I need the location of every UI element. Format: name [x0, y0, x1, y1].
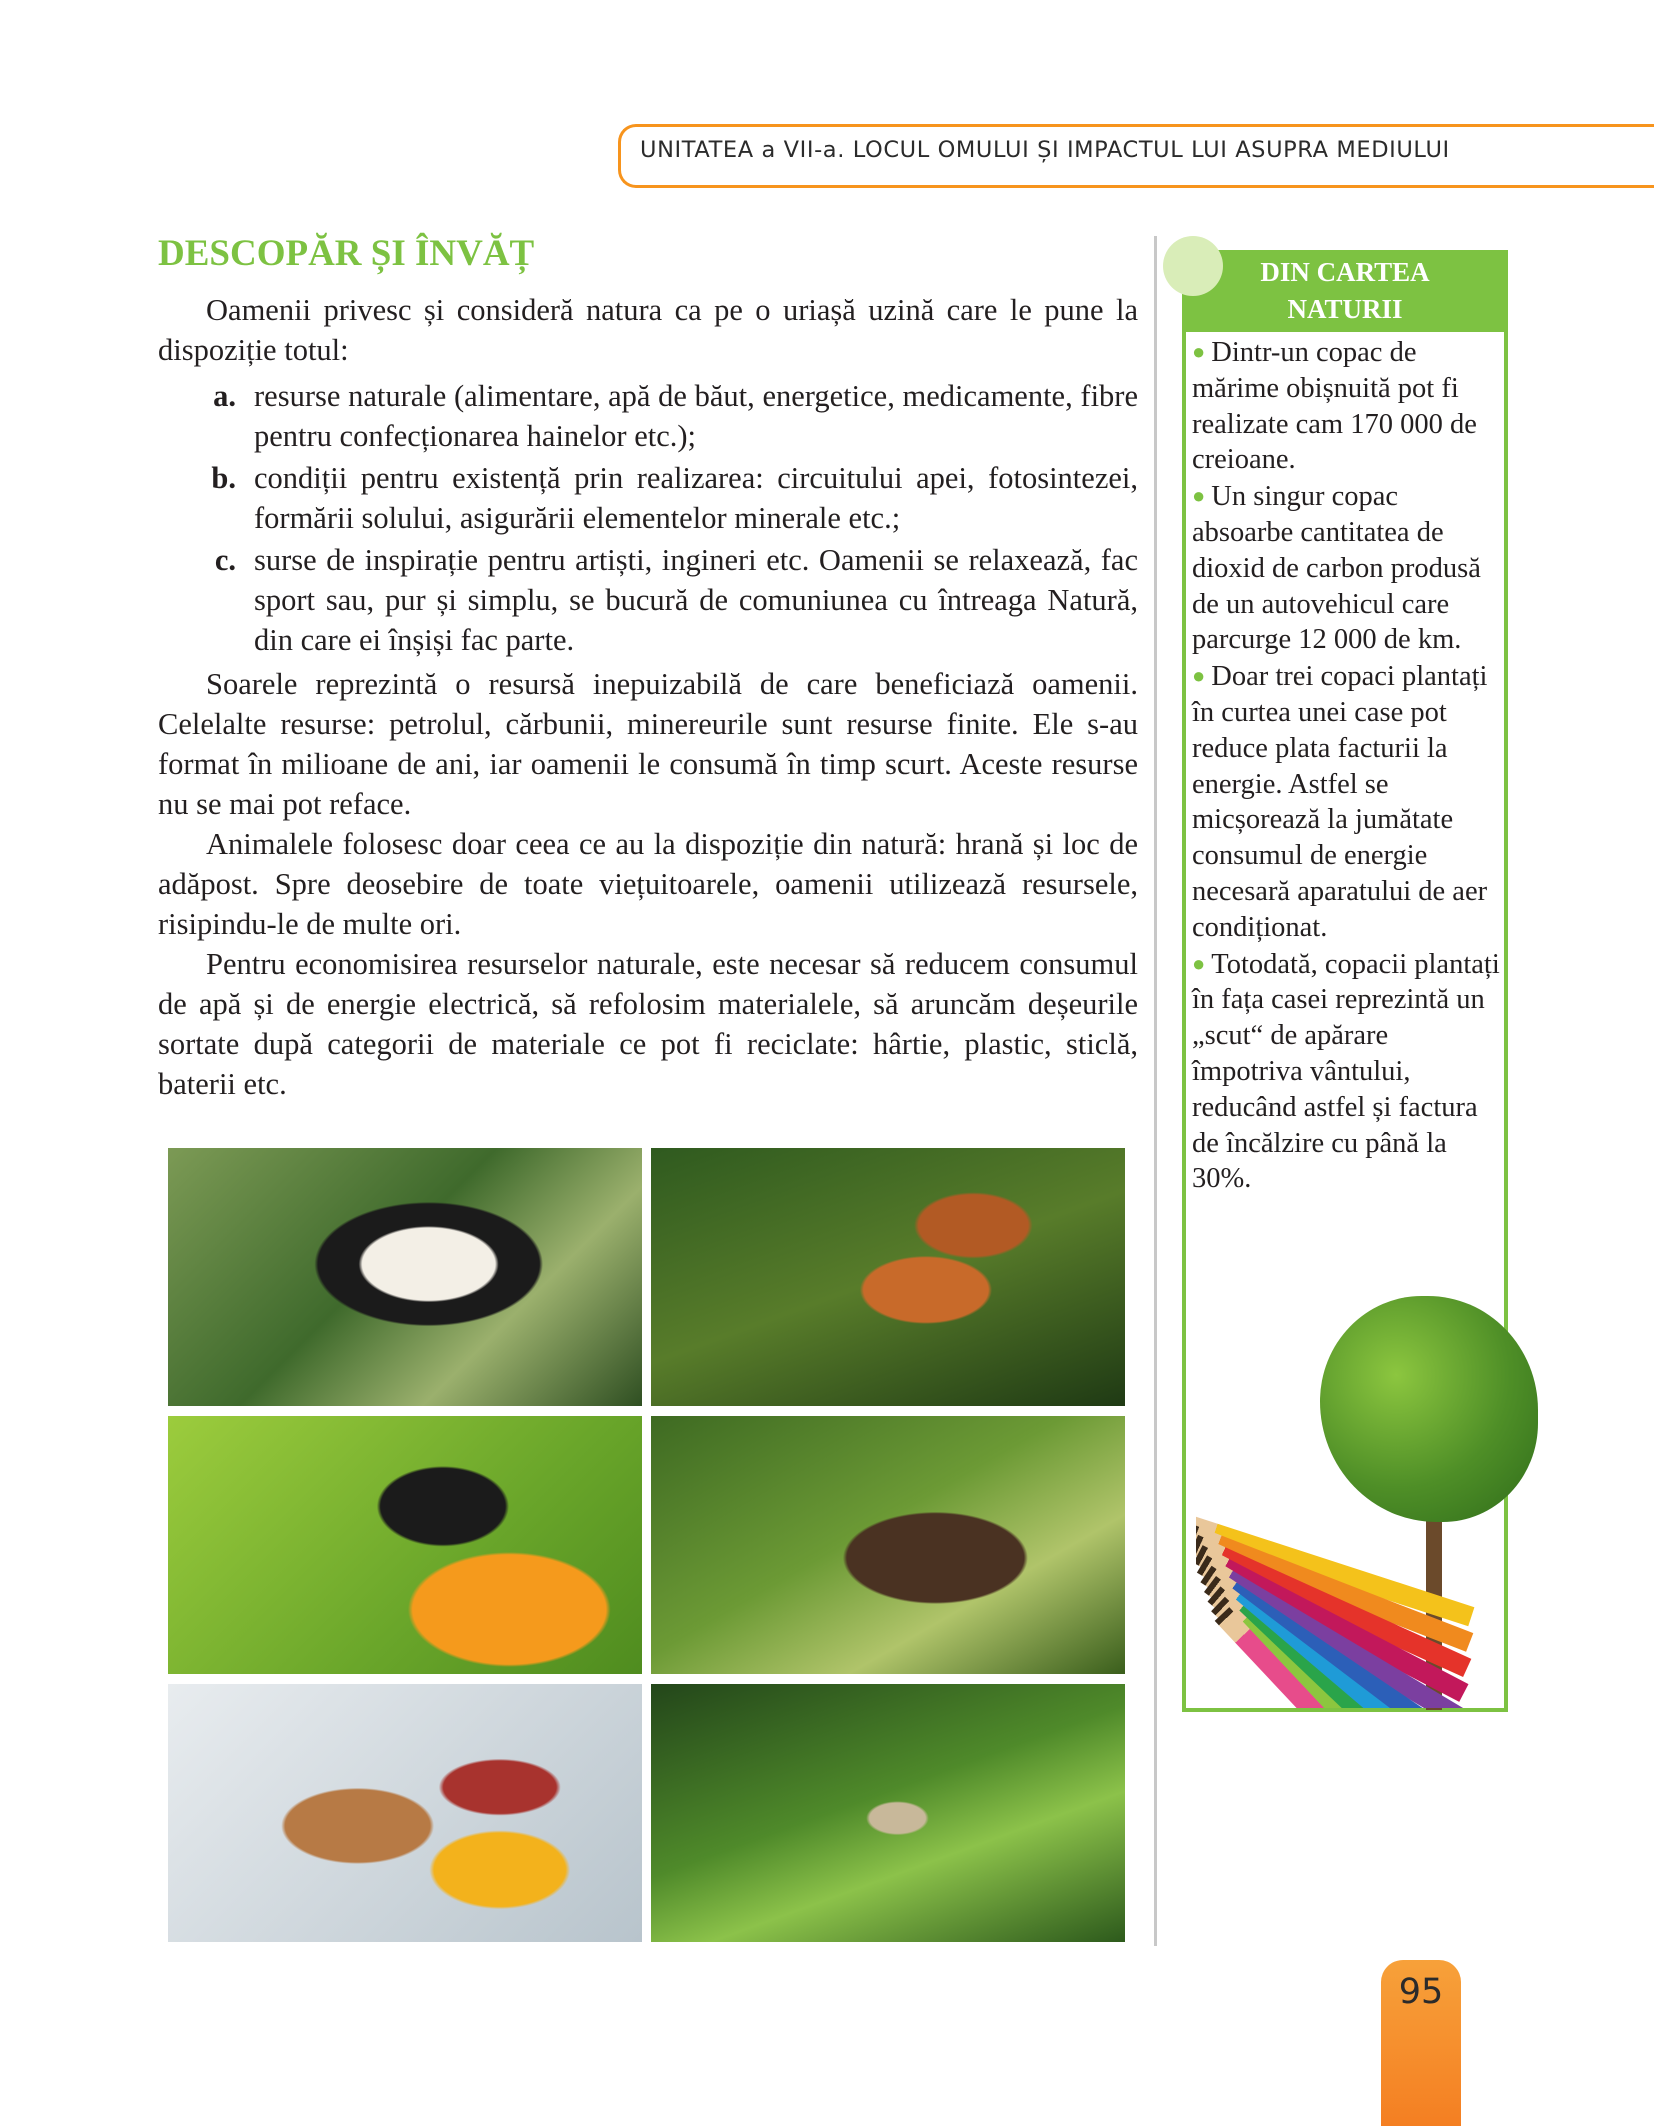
bullet-icon: ● — [1192, 339, 1206, 364]
list-text: condiții pentru existență prin realizarea: circuitului apei, fotosintezei, formării solului, asigurării elementelor minerale etc.; — [254, 461, 1138, 535]
fact-item — [1192, 946, 1506, 1198]
bullet-icon: ● — [1192, 663, 1206, 689]
shrimp-photo — [651, 1684, 1125, 1942]
list-item — [158, 540, 1138, 660]
bullet-icon: ● — [1192, 483, 1206, 509]
fact-text: Un singur copac absoarbe cantitatea de dioxid de carbon produsă de un autovehicul care parcurge 12 000 de km. — [1192, 481, 1481, 656]
sidebar-circle-decoration — [1163, 236, 1223, 296]
page-number: 95 — [1398, 1972, 1444, 2012]
paragraph-animals: Animalele folosesc doar ceea ce au la dispoziție din natură: hrană și loc de adăpost. Spre deosebire de toate viețuitoarele, oamenii utilizează resursele, risipindu-le de multe ori. — [158, 827, 1138, 941]
bear-cub-photo — [651, 1416, 1125, 1674]
list-item — [158, 458, 1138, 538]
pencils-illustration — [1196, 1508, 1486, 1708]
sidebar-title-line: NATURII — [1287, 294, 1403, 324]
sidebar-title-line: DIN CARTEA — [1260, 257, 1430, 287]
fact-text: Totodată, copacii plantați în fața casei reprezintă un „scut“ de apărare împotriva vântului, reducând astfel și factura de încălzire cu până la 30%. — [1192, 948, 1500, 1195]
squirrel-photo — [651, 1148, 1125, 1406]
section-title: DESCOPĂR ȘI ÎNVĂȚ — [158, 233, 535, 274]
bullet-icon: ● — [1192, 950, 1206, 976]
fact-text: Dintr-un copac de mărime obișnuită pot fi realizate cam 170 000 de creioane. — [1192, 337, 1477, 476]
fact-item — [1192, 334, 1506, 478]
sidebar-facts — [1192, 334, 1506, 1197]
panda-photo — [168, 1148, 642, 1406]
column-divider — [1154, 236, 1157, 1946]
main-text — [158, 290, 1138, 1104]
list-text: resurse naturale (alimentare, apă de băut, energetice, medicamente, fibre pentru confecționarea hainelor etc.); — [254, 379, 1138, 453]
fact-item — [1192, 658, 1506, 945]
unit-title: UNITATEA a VII-a. LOCUL OMULUI ȘI IMPACTUL LUI ASUPRA MEDIULUI — [640, 137, 1450, 163]
paragraph-saving: Pentru economisirea resurselor naturale, este necesar să reducem consumul de apă și de energie electrică, să refolosim materialele, să aruncăm deșeurile sortate după categorii de materiale ce pot fi reciclate: hârtie, plastic, sticlă, baterii etc. — [158, 947, 1138, 1101]
list-letter: a. — [213, 379, 236, 413]
intro-paragraph: Oamenii privesc și consideră natura ca pe o uriașă uzină care le pune la dispoziție totul: — [158, 293, 1138, 367]
list-item — [158, 376, 1138, 456]
sidebar-title — [1182, 250, 1508, 332]
chipmunk-photo — [168, 1684, 642, 1942]
list-letter: c. — [214, 543, 236, 577]
fact-item — [1192, 478, 1506, 658]
oriole-photo — [168, 1416, 642, 1674]
list-letter: b. — [211, 461, 236, 495]
resource-list — [158, 376, 1138, 660]
list-text: surse de inspirație pentru artiști, ingineri etc. Oamenii se relaxează, fac sport sau, pur și simplu, se bucură de comuniunea cu întreaga Natură, din care ei înșiși fac parte. — [254, 543, 1138, 657]
paragraph-sun: Soarele reprezintă o resursă inepuizabilă de care beneficiază oamenii. Celelalte resurse: petrolul, cărbunii, minereurile sunt resurse finite. Ele s-au format în milioane de ani, iar oamenii le consumă în timp scurt. Aceste resurse nu se mai pot reface. — [158, 667, 1138, 821]
fact-text: Doar trei copaci plantați în curtea unei case pot reduce plata facturii la energie. Astfel se micșorează la jumătate consumul de energie necesară aparatului de aer condiționat. — [1192, 661, 1488, 943]
